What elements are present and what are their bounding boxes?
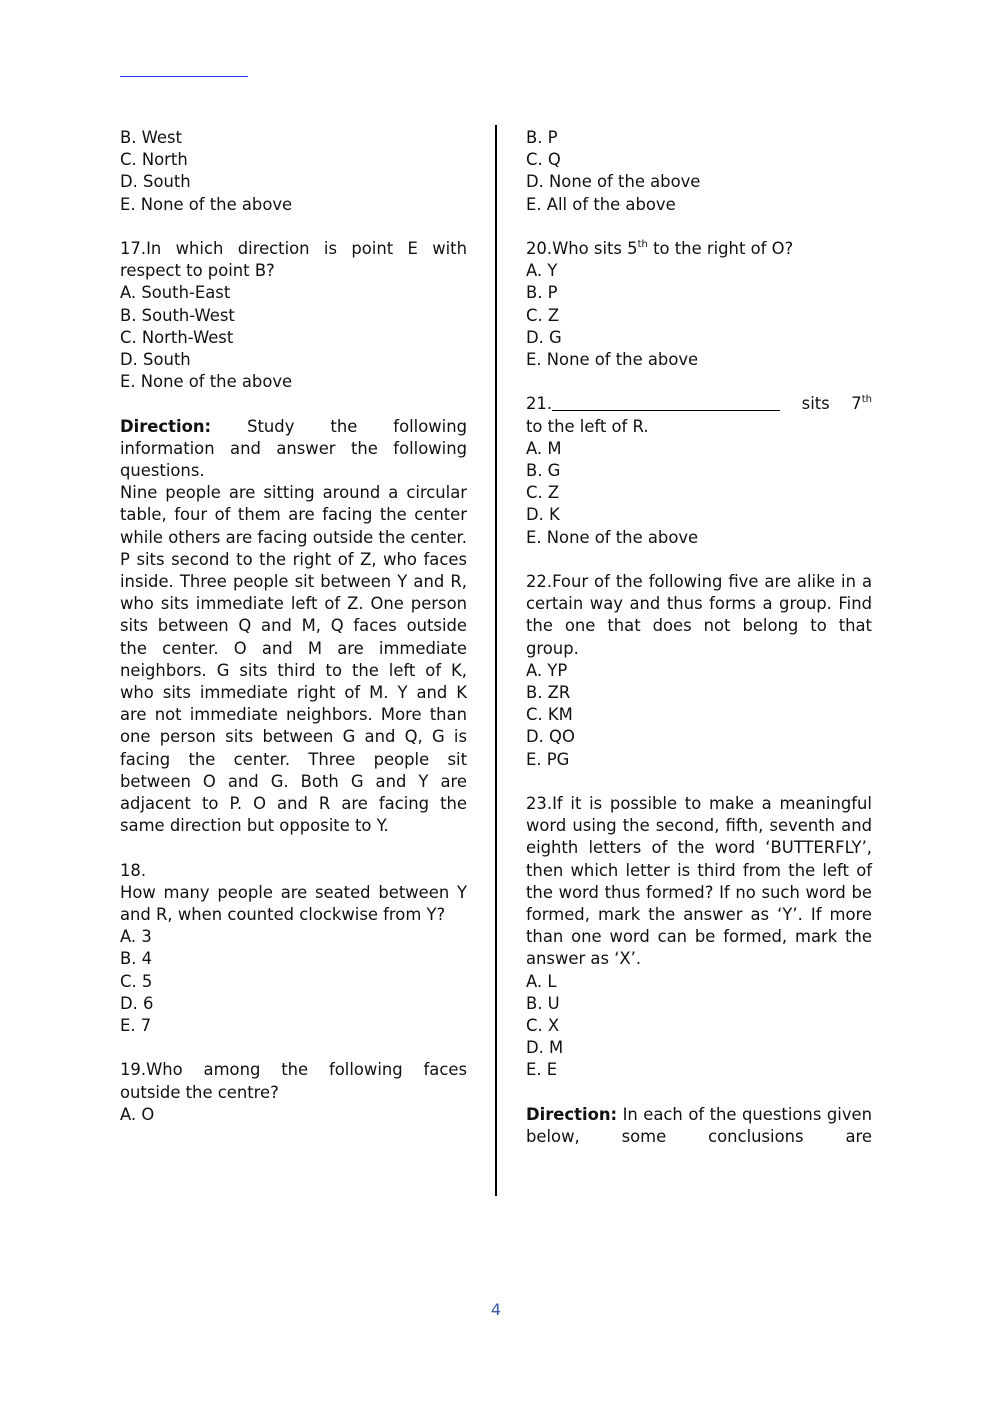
answer-blank — [552, 394, 780, 411]
option: C. Z — [526, 483, 560, 503]
option: A. South-East — [120, 283, 231, 303]
option: D. M — [526, 1038, 564, 1058]
option: E. None of the above — [526, 350, 699, 370]
option: C. 5 — [120, 971, 153, 991]
option: B. P — [526, 283, 558, 303]
direction2-text: In each of the questions given below, some conclusions are — [526, 1104, 872, 1147]
direction-block — [120, 416, 467, 483]
option: E. None of the above — [120, 194, 293, 214]
option: E. E — [526, 1060, 558, 1080]
direction-text: Study the following information and answer the following questions. — [120, 416, 467, 481]
option: A. Y — [526, 261, 558, 281]
option: B. 4 — [120, 949, 153, 969]
q23-question: 23.If it is possible to make a meaningful word using the second, fifth, seventh and eighth letters of the word ‘BUTTERFLY’, then which letter is third from the left of the word thus formed? If no such word be formed, mark the answer as ‘Y’. If more than one word can be formed, mark the answer as ‘X’. — [526, 794, 872, 969]
option: C. Z — [526, 305, 560, 325]
option: B. U — [526, 993, 560, 1013]
option: A. L — [526, 971, 557, 991]
option: D. South — [120, 350, 191, 370]
option: C. Q — [526, 150, 561, 170]
option: D. QO — [526, 727, 575, 747]
q21-question-line1: 21. sits 7th — [526, 394, 872, 414]
q17-line2: respect to point B? — [120, 261, 275, 281]
option: D. South — [120, 172, 191, 192]
option: D. G — [526, 327, 562, 347]
option: B. P — [526, 128, 558, 147]
q18-question: How many people are seated between Y and R, when counted clockwise from Y? — [120, 882, 467, 925]
q19-question: 19.Who among the following faces outside the centre? — [120, 1060, 467, 1102]
page-number: 4 — [490, 1300, 502, 1319]
option: C. X — [526, 1016, 560, 1036]
option: E. None of the above — [120, 372, 293, 392]
option: C. KM — [526, 705, 573, 725]
option: D. K — [526, 505, 560, 525]
q21-question-line2: to the left of R. — [526, 416, 649, 436]
option: E. None of the above — [526, 527, 699, 547]
q20-question: 20.Who sits 5th to the right of O? — [526, 239, 794, 258]
option: B. West — [120, 128, 182, 147]
puzzle-text: Nine people are sitting around a circular table, four of them are facing the center while others are facing outside the center. P sits second to the right of Z, who faces inside. Three people sit between Y and R, who sits immediate left of Z. One person sits between Q and M, Q faces outside the center. O and M are immediate neighbors. G sits third to the left of K, who sits immediate right of M. Y and K are not immediate neighbors. More than one person sits between G and Q, G is facing the center. Three people sit between O and G. Both G and Y are adjacent to P. O and R are facing the same direction but opposite to Y. — [120, 483, 467, 836]
option: A. YP — [526, 660, 568, 680]
option: A. M — [526, 438, 562, 458]
direction2-block — [526, 1104, 872, 1148]
right-column — [526, 127, 872, 1148]
option: A. 3 — [120, 927, 152, 947]
option: A. O — [120, 1104, 155, 1124]
column-divider — [495, 125, 497, 1196]
option: B. South-West — [120, 305, 235, 325]
direction2-label: Direction: — [526, 1104, 618, 1124]
option: E. PG — [526, 749, 570, 769]
q17-line1: 17.In which direction is point E with — [120, 239, 467, 258]
option: C. North-West — [120, 327, 234, 347]
option: E. 7 — [120, 1016, 152, 1036]
option: B. G — [526, 461, 561, 481]
q22-question: 22.Four of the following five are alike in a certain way and thus forms a group. Find the one that does not belong to that group. — [526, 572, 872, 658]
direction-label: Direction: — [120, 416, 212, 436]
header-link-underline[interactable] — [120, 76, 248, 77]
option: C. North — [120, 150, 188, 170]
q18-number: 18. — [120, 860, 147, 880]
option: D. None of the above — [526, 172, 701, 192]
option: D. 6 — [120, 993, 154, 1013]
left-column — [120, 127, 467, 1126]
option: E. All of the above — [526, 194, 676, 214]
option: B. ZR — [526, 683, 571, 703]
